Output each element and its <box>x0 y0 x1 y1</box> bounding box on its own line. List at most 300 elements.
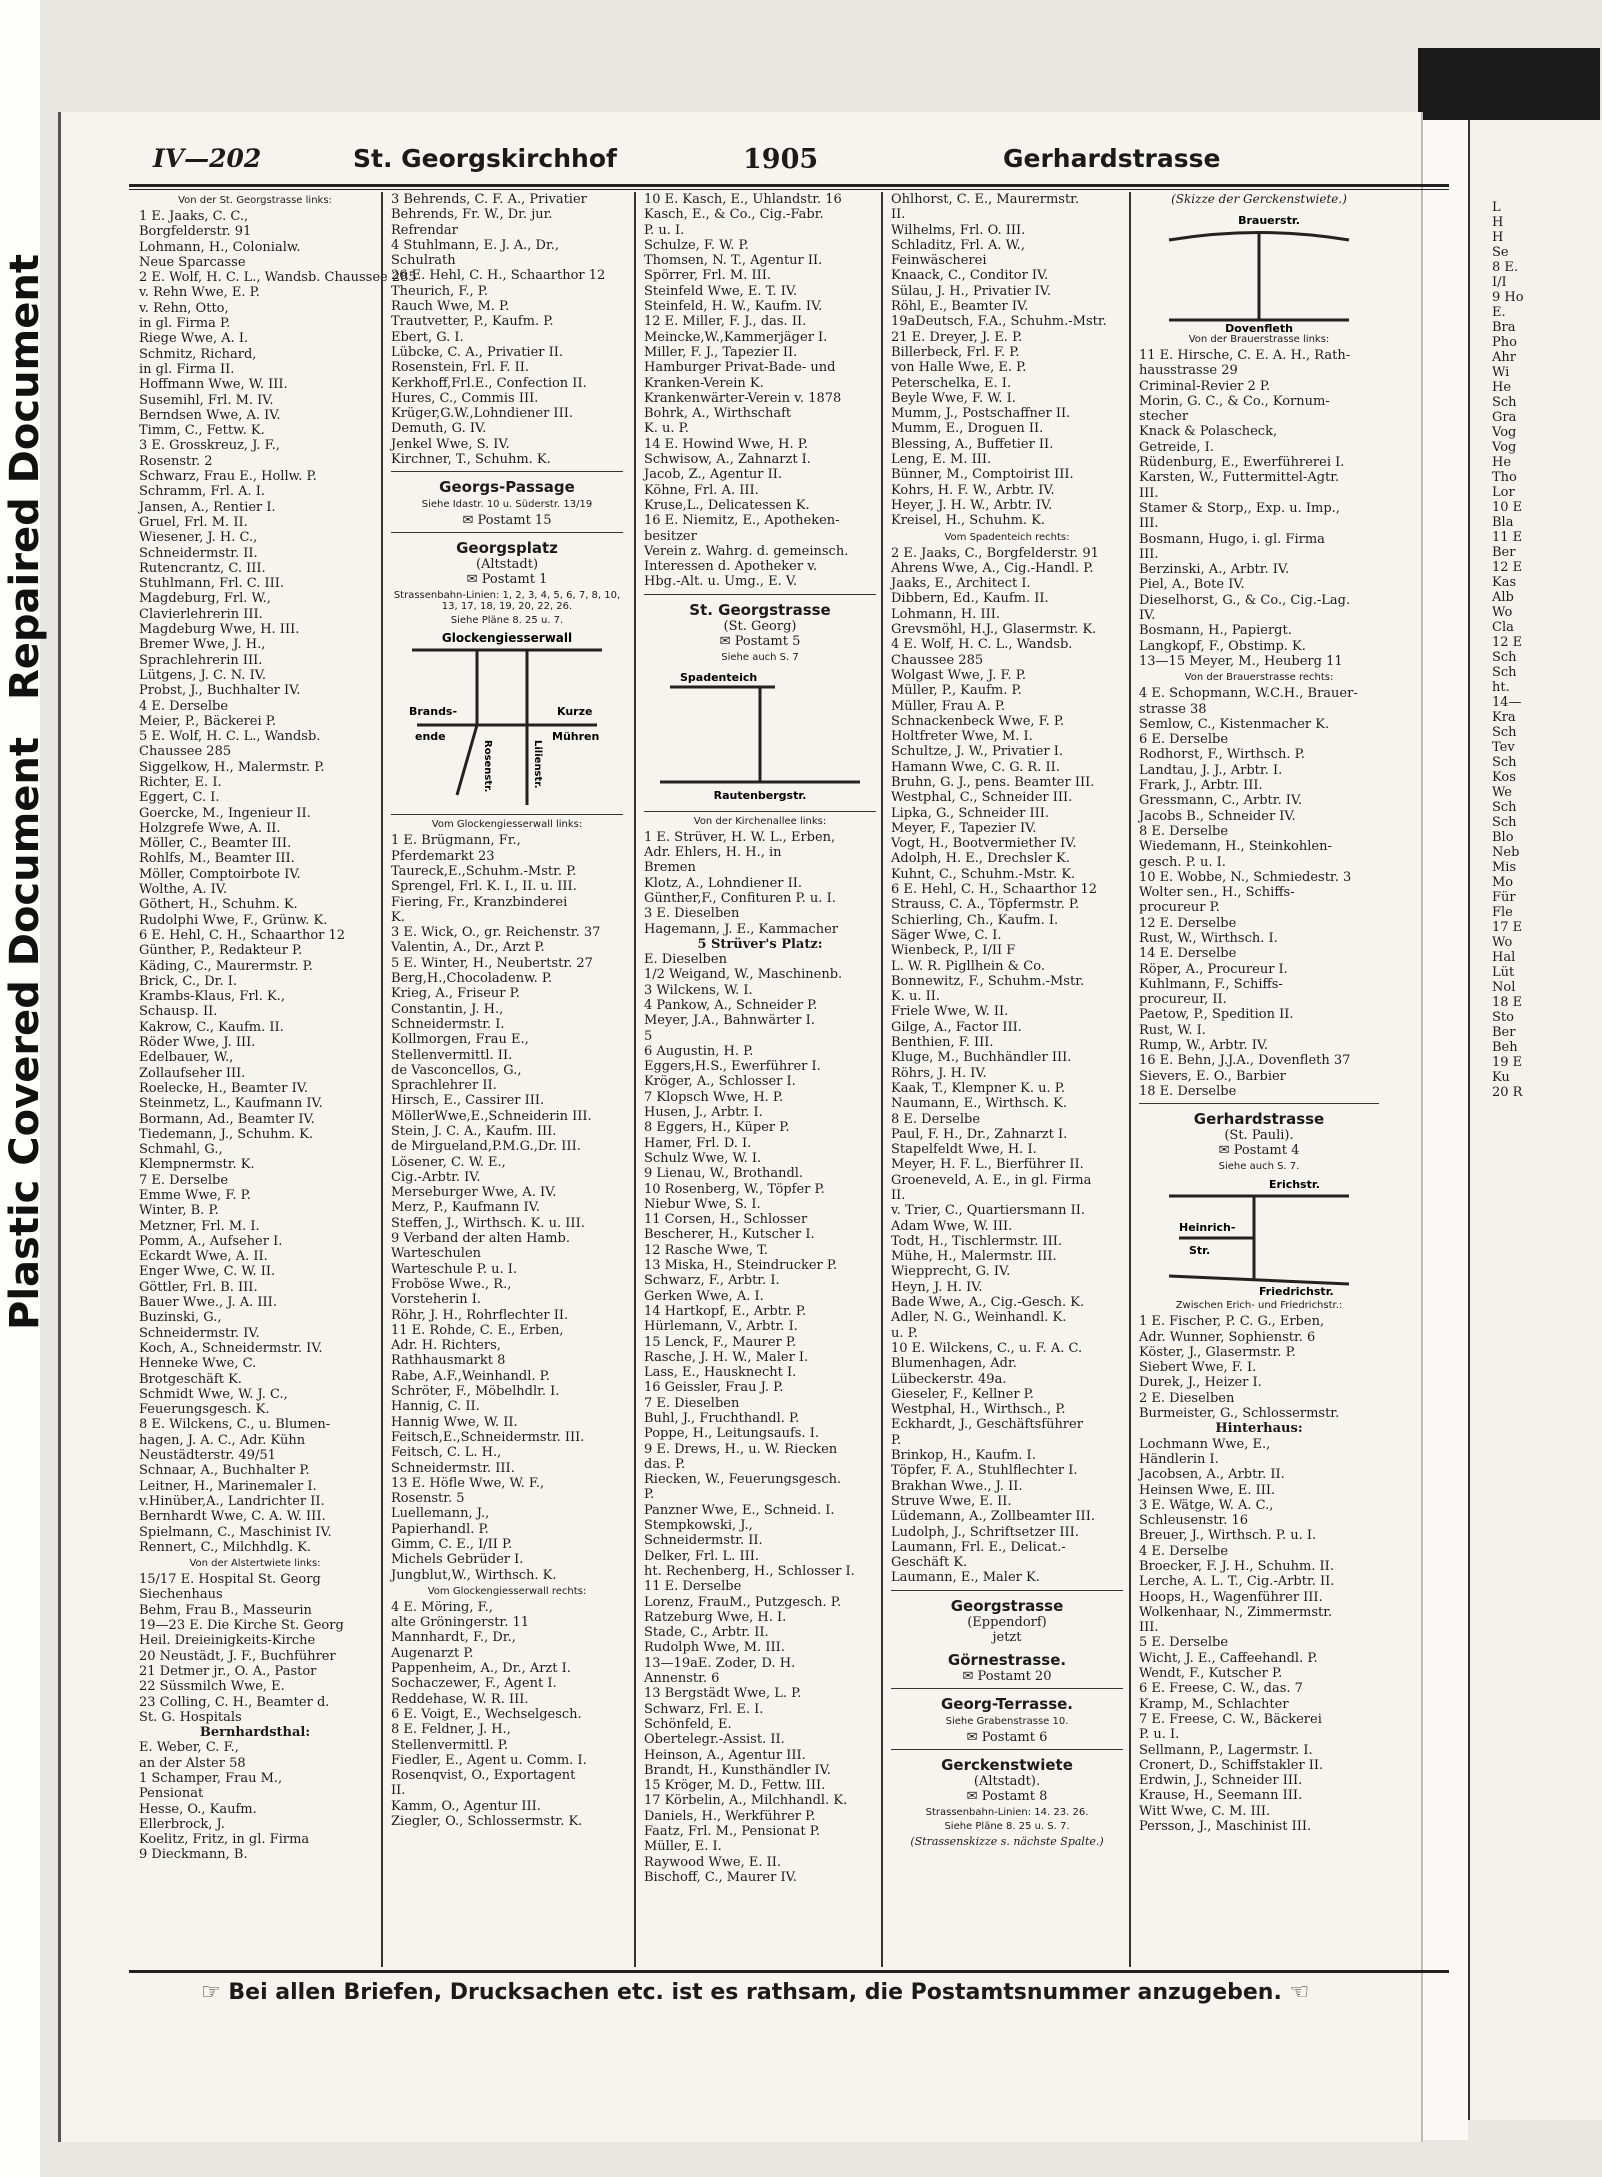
entry-line: besitzer <box>644 528 697 544</box>
next-page-fragment: Hal <box>1492 950 1516 965</box>
entry-line: Berzinski, A., Arbtr. IV. <box>1139 562 1290 578</box>
next-page-fragment: Lüt <box>1492 965 1515 980</box>
entry-line: Papierhandl. P. <box>391 1521 489 1537</box>
entry-line: Valentin, A., Dr., Arzt P. <box>391 940 545 956</box>
entry-line: 1 E. Fischer, P. C. G., Erben, <box>1139 1314 1325 1330</box>
entry-line: Meyer, F., Tapezier IV. <box>891 820 1037 836</box>
gerckenstwiete-plans: Siehe Pläne 8. 25 u. S. 7. <box>944 1820 1070 1832</box>
entry-line: Bauer Wwe., J. A. III. <box>139 1295 277 1311</box>
entry-line: Merz, P., Kaufmann IV. <box>391 1200 540 1216</box>
entry-line: Gruel, Frl. M. II. <box>139 514 248 530</box>
entry-line: 3 E. Dieselben <box>644 906 740 922</box>
next-page-fragment: H <box>1492 215 1504 230</box>
entry-line: Merseburger Wwe, A. IV. <box>391 1185 557 1201</box>
entry-line: 3 E. Wick, O., gr. Reichenstr. 37 <box>391 925 601 941</box>
page-number: IV—202 <box>153 144 262 173</box>
georg-terrasse-title: Georg-Terrasse. <box>940 1694 1073 1713</box>
next-page-fragment: Wo <box>1492 935 1513 950</box>
entry-line: Schulze, F. W. P. <box>644 237 749 253</box>
entry-line: Burmeister, G., Schlossermstr. <box>1139 1406 1340 1422</box>
entry-line: Krüger,G.W.,Lohndiener III. <box>391 406 573 422</box>
entry-line: Blumenhagen, Adr. <box>891 1356 1017 1372</box>
entry-line: 10 E. Kasch, E., Uhlandstr. 16 <box>644 192 842 207</box>
entry-line: Edelbauer, W., <box>139 1050 234 1066</box>
next-page-fragment: He <box>1492 455 1512 470</box>
entry-line: Feinwäscherei <box>891 253 987 269</box>
entry-line: 8 E. Feldner, J. H., <box>391 1722 511 1738</box>
entry-line: L. W. R. Pigllhein & Co. <box>891 958 1045 974</box>
entry-line: Landtau, J. J., Arbtr. I. <box>1139 762 1283 778</box>
column-2 <box>391 192 623 1967</box>
entry-line: Paetow, P., Spedition II. <box>1139 1007 1294 1023</box>
entry-line: Enger Wwe, C. W. II. <box>139 1264 276 1280</box>
entry-line: Meyer, J.A., Bahnwärter I. <box>644 1013 815 1029</box>
entry-line: Zollaufseher III. <box>139 1065 246 1081</box>
entry-line: Husen, J., Arbtr. I. <box>644 1105 763 1121</box>
entry-line: v.Hinüber,A., Landrichter II. <box>139 1493 325 1509</box>
entry-line: 6 E. Hehl, C. H., Schaarthor 12 <box>891 882 1098 898</box>
entry-line: Töpfer, F. A., Stuhlflechter I. <box>891 1463 1078 1479</box>
entry-line: Von der Alstertwiete links: <box>189 1558 321 1570</box>
entry-line: 26 E. Hehl, C. H., Schaarthor 12 <box>391 268 606 284</box>
gerckenstwiete-sketch-title: (Skizze der Gerckenstwiete.) <box>1171 192 1347 206</box>
entry-line: Adam Wwe, W. III. <box>891 1218 1013 1234</box>
entry-line: Brakhan Wwe., J. II. <box>891 1478 1023 1494</box>
entry-line: Müller, Frau A. P. <box>891 698 1006 714</box>
gerhardstrasse-street-map <box>1149 1176 1369 1299</box>
entry-line: Lipka, G., Schneider III. <box>891 805 1050 821</box>
entry-line: Hures, C., Commis III. <box>391 390 539 406</box>
entry-line: Dibbern, Ed., Kaufm. II. <box>891 591 1049 607</box>
entry-line: Müller, E. I. <box>644 1839 722 1855</box>
entry-line: Semlow, C., Kistenmacher K. <box>1139 716 1330 732</box>
entry-line: Röhl, E., Beamter IV. <box>891 299 1029 315</box>
entry-line: Zwischen Erich- und Friedrichstr.: <box>1175 1300 1343 1312</box>
entry-line: K. u. P. <box>644 421 689 437</box>
entry-line: II. <box>391 1783 406 1799</box>
entry-line: 4 E. Derselbe <box>139 698 229 714</box>
entry-line: Klempnermstr. K. <box>139 1157 255 1173</box>
entry-line: Bescherer, H., Kutscher I. <box>644 1227 815 1243</box>
entry-line: P. u. I. <box>1139 1727 1180 1743</box>
entry-line: Rosenqvist, O., Exportagent <box>391 1768 576 1784</box>
entry-line: Wicht, J. E., Caffeehandl. P. <box>1139 1650 1318 1666</box>
map-label-dovenfleth: Dovenfleth <box>1225 322 1293 335</box>
entry-line: de Mirgueland,P.M.G.,Dr. III. <box>391 1139 581 1155</box>
entry-line: Köster, J., Glasermstr. P. <box>1139 1344 1296 1360</box>
next-page-fragment: Sch <box>1492 725 1517 740</box>
entry-line: Lerche, A. L. T., Cig.-Arbtr. II. <box>1139 1574 1335 1590</box>
entry-line: Heil. Dreieinigkeits-Kirche <box>139 1633 316 1649</box>
entry-line: Stapelfeldt Wwe, H. I. <box>891 1142 1037 1158</box>
entry-line: 11 E. Derselbe <box>644 1579 742 1595</box>
entry-line: Michels Gebrüder I. <box>391 1552 524 1568</box>
entry-line: Schneidermstr. II. <box>644 1533 763 1549</box>
entry-line: Steinfeld Wwe, E. T. IV. <box>644 283 798 299</box>
entry-line: 21 Detmer jr., O. A., Pastor <box>139 1663 317 1679</box>
entry-line: 9 Lienau, W., Brothandl. <box>644 1166 804 1182</box>
entry-line: Ohlhorst, C. E., Maurermstr. <box>891 192 1080 207</box>
next-page-fragment: We <box>1492 785 1512 800</box>
entry-line: Ziegler, O., Schlossermstr. K. <box>391 1814 583 1830</box>
entry-line: Struve Wwe, E. II. <box>891 1493 1012 1509</box>
entry-line: Chaussee 285 <box>891 652 984 668</box>
map-label-heinrich: Heinrich- <box>1179 1221 1236 1235</box>
entry-line: 15 Lenck, F., Maurer P. <box>644 1334 797 1350</box>
entry-line: Brick, C., Dr. I. <box>139 973 237 989</box>
entry-line: Rabe, A.F.,Weinhandl. P. <box>391 1368 550 1384</box>
entry-line: Adolph, H. E., Drechsler K. <box>891 851 1070 867</box>
header-year: 1905 <box>743 144 819 175</box>
gerckenstwiete-title: Gerckenstwiete <box>941 1755 1073 1774</box>
entry-line: Krieg, A., Friseur P. <box>391 986 520 1002</box>
entry-line: gesch. P. u. I. <box>1139 854 1226 870</box>
entry-line: Kirchner, T., Schuhm. K. <box>391 452 551 468</box>
entry-line: Thomsen, N. T., Agentur II. <box>644 253 823 269</box>
next-page-fragment: Neb <box>1492 845 1520 860</box>
entry-line: Kuhnt, C., Schuhm.-Mstr. K. <box>891 866 1076 882</box>
next-page-fragment: Bra <box>1492 320 1516 335</box>
entry-line: Peterschelka, E. I. <box>891 375 1012 391</box>
entry-line: 11 Corsen, H., Schlosser <box>644 1212 808 1228</box>
entry-line: Rudolph Wwe, M. III. <box>644 1640 785 1656</box>
entry-line: 19aDeutsch, F.A., Schuhm.-Mstr. <box>891 314 1107 330</box>
entry-line: Wilhelms, Frl. O. III. <box>891 222 1026 238</box>
entry-line: in gl. Firma II. <box>139 361 235 377</box>
next-page-fragment: Für <box>1492 890 1516 905</box>
section-rule <box>891 1688 1123 1689</box>
entry-line: Hirsch, E., Cassirer III. <box>391 1093 545 1109</box>
entry-line: u. P. <box>891 1325 918 1341</box>
entry-line: Mumm, J., Postschaffner II. <box>891 406 1071 422</box>
map-label-erichstr: Erichstr. <box>1269 1178 1320 1192</box>
entry-line: Bremer Wwe, J. H., <box>139 637 266 653</box>
entry-line: Rohlfs, M., Beamter III. <box>139 851 295 867</box>
entry-line: Lochmann Wwe, E., <box>1139 1436 1271 1452</box>
entry-line: Koelitz, Fritz, in gl. Firma <box>139 1832 310 1848</box>
entry-line: Bade Wwe, A., Cig.-Gesch. K. <box>891 1295 1085 1311</box>
entry-line: Poppe, H., Leitungsaufs. I. <box>644 1426 819 1442</box>
entry-line: Günther,F., Confituren P. u. I. <box>644 890 836 906</box>
entry-line: 11 E. Rohde, C. E., Erben, <box>391 1322 564 1338</box>
entry-line: K. <box>391 909 405 925</box>
entry-line: Karsten, W., Futtermittel-Agtr. <box>1139 470 1340 486</box>
entry-line: K. u. II. <box>891 989 941 1005</box>
entry-line: Brandt, H., Kunsthändler IV. <box>644 1762 831 1778</box>
entry-line: 4 E. Schopmann, W.C.H., Brauer- <box>1139 686 1358 702</box>
entry-line: Cronert, D., Schiffstakler II. <box>1139 1757 1324 1773</box>
entry-line: Schnaar, A., Buchhalter P. <box>139 1463 310 1479</box>
entry-line: Wolkenhaar, N., Zimmermstr. <box>1139 1604 1333 1620</box>
entry-line: 16 Geissler, Frau J. P. <box>644 1380 784 1396</box>
entry-line: Lohmann, H. III. <box>891 606 1001 622</box>
entry-line: Buhl, J., Fruchthandl. P. <box>644 1411 800 1426</box>
entry-line: Feuerungsgesch. K. <box>139 1402 270 1418</box>
entry-line: Pappenheim, A., Dr., Arzt I. <box>391 1661 571 1677</box>
entry-line: Mumm, E., Droguen II. <box>891 421 1044 437</box>
entry-line: Adler, N. G., Weinhandl. K. <box>891 1310 1067 1326</box>
entry-line: procureur, II. <box>1139 992 1227 1008</box>
entry-line: Hamann Wwe, C. G. R. II. <box>891 759 1060 775</box>
entry-line: II. <box>891 207 906 223</box>
georgstrasse-title: Georgstrasse <box>950 1596 1064 1615</box>
map-label-brandsende-b: ende <box>415 730 446 744</box>
entry-line: Sprachlehrer II. <box>391 1078 497 1094</box>
section-rule <box>644 594 876 595</box>
column-1 <box>139 192 417 1967</box>
entry-line: Tiedemann, J., Schuhm. K. <box>139 1126 313 1142</box>
entry-line: Berg,H.,Chocoladenw. P. <box>391 971 553 987</box>
entry-line: 7 E. Freese, C. W., Bäckerei <box>1139 1711 1322 1727</box>
map-label-glockengiesserwall: Glockengiesserwall <box>441 631 573 646</box>
entry-line: 1/2 Weigand, W., Maschinenb. <box>644 967 843 983</box>
entry-line: Benthien, F. III. <box>891 1035 994 1051</box>
entry-line: Daniels, H., Werkführer P. <box>644 1808 816 1824</box>
entry-line: Vorsteherin I. <box>391 1292 482 1308</box>
georgstrasse-new-name: Görnestrasse. <box>947 1650 1067 1669</box>
entry-line: Holzgrefe Wwe, A. II. <box>139 820 281 836</box>
georgsplatz-title: Georgsplatz <box>456 539 558 558</box>
entry-line: Henneke Wwe, C. <box>139 1356 257 1372</box>
entry-line: Getreide, I. <box>1139 439 1214 455</box>
entry-line: Behrends, Fr. W., Dr. jur. <box>391 207 553 223</box>
next-page-fragment: Mo <box>1492 875 1514 890</box>
entry-line: 4 E. Derselbe <box>1139 1543 1229 1559</box>
st-georgstrasse-see: Siehe auch S. 7 <box>721 651 799 663</box>
georgsplatz-street-map <box>397 630 617 810</box>
entry-line: Knaack, C., Conditor IV. <box>891 268 1049 284</box>
entry-line: Stuhlmann, Frl. C. III. <box>139 576 285 592</box>
entry-line: 6 E. Derselbe <box>1139 732 1229 748</box>
section-rule <box>391 532 623 533</box>
entry-line: stecher <box>1139 409 1189 425</box>
next-page-fragment: Ber <box>1492 1025 1516 1040</box>
entry-line: Refrendar <box>391 222 458 238</box>
next-page-fragment: Sch <box>1492 815 1517 830</box>
entry-line: Steinmetz, L., Kaufmann IV. <box>139 1096 323 1112</box>
entry-line: 13—19aE. Zoder, D. H. <box>644 1655 796 1671</box>
section-rule <box>391 471 623 472</box>
next-page-fragment: Sch <box>1492 665 1517 680</box>
entry-line: Ludolph, J., Schriftsetzer III. <box>891 1524 1079 1540</box>
entry-line: 13 E. Höfle Wwe, W. F., <box>391 1475 545 1491</box>
entry-line: Schultze, J. W., Privatier I. <box>891 744 1063 760</box>
entry-line: Bruhn, G. J., pens. Beamter III. <box>891 774 1095 790</box>
entry-line: 20 Neustädt, J. F., Buchführer <box>139 1648 336 1664</box>
entry-line: Siggelkow, H., Malermstr. P. <box>139 759 325 775</box>
pointing-hand-icon: ☞ <box>201 1980 221 2005</box>
entry-line: Rump, W., Arbtr. IV. <box>1139 1038 1269 1054</box>
entry-line: Riecken, W., Feuerungsgesch. <box>644 1472 842 1488</box>
entry-line: Hannig Wwe, W. II. <box>391 1414 518 1430</box>
entry-line: Westphal, H., Wirthsch., P. <box>891 1402 1066 1418</box>
entry-line: 2 E. Dieselben <box>1139 1390 1235 1406</box>
entry-line: Breuer, J., Wirthsch. P. u. I. <box>1139 1528 1317 1544</box>
entry-line: Magdeburg Wwe, H. III. <box>139 622 300 638</box>
entry-line: Durek, J., Heizer I. <box>1139 1375 1262 1391</box>
entry-line: 19—23 E. Die Kirche St. Georg <box>139 1618 344 1634</box>
header-left-street: St. Georgskirchhof <box>353 144 617 173</box>
entry-line: Schnackenbeck Wwe, F. P. <box>891 713 1065 729</box>
entry-line: 3 E. Wätge, W. A. C., <box>1139 1497 1274 1513</box>
gerckenstwiete-postamt: ✉ Postamt 8 <box>966 1788 1048 1804</box>
footer-rule <box>129 1970 1449 1973</box>
entry-line: Warteschule P. u. I. <box>391 1261 518 1277</box>
entry-line: Riege Wwe, A. I. <box>139 331 249 347</box>
entry-line: 1 E. Strüver, H. W. L., Erben, <box>644 829 836 845</box>
entry-line: 6 E. Freese, C. W., das. 7 <box>1139 1681 1303 1697</box>
entry-line: 5 Strüver's Platz: <box>697 936 823 952</box>
entry-line: Feitsch, C. L. H., <box>391 1445 502 1461</box>
entry-line: E. Weber, C. F., <box>139 1740 239 1756</box>
entry-line: Annenstr. 6 <box>644 1671 720 1687</box>
next-page-fragment: 14— <box>1492 695 1522 710</box>
entry-line: Pferdemarkt 23 <box>391 848 495 864</box>
entry-line: an der Alster 58 <box>139 1755 246 1771</box>
entry-line: Lübeckerstr. 49a. <box>891 1371 1007 1387</box>
georgs-passage-postamt: ✉ Postamt 15 <box>462 513 552 529</box>
entry-line: Laumann, E., Maler K. <box>891 1570 1040 1586</box>
entry-line: Piel, A., Bote IV. <box>1139 577 1245 593</box>
entry-line: 17 Körbelin, A., Milchhandl. K. <box>644 1793 848 1809</box>
columns <box>129 192 1449 1967</box>
entry-line: 6 E. Hehl, C. H., Schaarthor 12 <box>139 927 346 943</box>
entry-line: Kamm, O., Agentur III. <box>391 1798 541 1814</box>
entry-line: Krambs-Klaus, Frl. K., <box>139 989 285 1005</box>
entry-line: Fiering, Fr., Kranzbinderei <box>391 894 568 910</box>
entry-line: Brotgeschäft K. <box>139 1371 242 1387</box>
section-rule <box>891 1749 1123 1750</box>
entry-line: Wiesener, J. H. C., <box>139 530 258 546</box>
entry-line: Hürlemann, V., Arbtr. I. <box>644 1319 798 1335</box>
entry-line: Kröger, A., Schlosser I. <box>644 1074 796 1090</box>
entry-line: 8 Eggers, H., Küper P. <box>644 1120 790 1136</box>
entry-line: Gimm, C. E., I/II P. <box>391 1537 513 1552</box>
entry-line: 1 E. Brügmann, Fr., <box>391 833 521 849</box>
entry-line: Eckhardt, J., Geschäftsführer <box>891 1417 1083 1433</box>
entry-line: Magdeburg, Frl. W., <box>139 591 271 607</box>
next-page-fragment: Cla <box>1492 620 1514 635</box>
entry-line: 1 E. Jaaks, C. C., <box>139 209 249 224</box>
entry-line: 16 E. Behn, J.J.A., Dovenfleth 37 <box>1139 1053 1351 1069</box>
entry-line: 18 E. Derselbe <box>1139 1083 1237 1099</box>
entry-line: II. <box>891 1188 906 1203</box>
entry-line: Schneidermstr. IV. <box>139 1325 260 1341</box>
next-page-fragment: 11 E <box>1492 530 1523 545</box>
entry-line: Wolter sen., H., Schiffs- <box>1139 885 1295 901</box>
next-page-fragment: Kos <box>1492 770 1516 785</box>
georgstrasse-jetzt: jetzt <box>992 1629 1022 1645</box>
next-page-fragment: 10 E <box>1492 500 1523 515</box>
header-right-street: Gerhardstrasse <box>1003 144 1221 173</box>
header-rule-thin <box>129 189 1449 190</box>
next-page-fragment: Bla <box>1492 515 1514 530</box>
map-label-kurze: Kurze <box>557 705 593 719</box>
entry-line: 12 E. Derselbe <box>1139 915 1237 931</box>
entry-line: Von der St. Georgstrasse links: <box>178 195 332 206</box>
entry-line: Timm, C., Fettw. K. <box>139 423 265 439</box>
georg-terrasse-postamt: ✉ Postamt 6 <box>966 1729 1048 1745</box>
next-page-fragment: Alb <box>1492 590 1514 605</box>
entry-line: 1 Schamper, Frau M., <box>139 1770 283 1786</box>
column-4 <box>891 192 1123 1967</box>
entry-line: Stamer & Storp,, Exp. u. Imp., <box>1139 500 1340 516</box>
entry-line: Grevsmöhl, H.J., Glasermstr. K. <box>891 622 1097 638</box>
entry-line: Friele Wwe, W. II. <box>891 1004 1009 1020</box>
entry-line: Steffen, J., Wirthsch. K. u. III. <box>391 1215 585 1231</box>
st-georgstrasse-postamt: ✉ Postamt 5 <box>719 633 801 649</box>
next-page-fragment: Vog <box>1492 425 1517 440</box>
entry-line: Kramp, M., Schlachter <box>1139 1696 1289 1712</box>
entry-line: Sievers, E. O., Barbier <box>1139 1068 1286 1084</box>
entry-line: Wiepprecht, G. IV. <box>891 1264 1011 1280</box>
entry-line: Vom Glockengiesserwall links: <box>431 819 583 831</box>
next-page-fragment: Wi <box>1492 365 1510 380</box>
entry-line: in gl. Firma P. <box>139 316 231 332</box>
next-page-fragment: Sch <box>1492 395 1517 410</box>
footer-notice: ☞ Bei allen Briefen, Drucksachen etc. ist es rathsam, die Postamtsnummer anzugeben. ☜ <box>201 1980 1310 2005</box>
entry-line: Kluge, M., Buchhändler III. <box>891 1050 1072 1066</box>
entry-line: 4 E. Wolf, H. C. L., Wandsb. <box>891 637 1073 653</box>
gerckenstwiete-lines: Strassenbahn-Linien: 14. 23. 26. <box>925 1806 1089 1818</box>
georgstrasse-district: (Eppendorf) <box>967 1614 1047 1630</box>
entry-line: Laumann, Frl. E., Delicat.- <box>891 1539 1066 1555</box>
next-page-fragment: Ber <box>1492 545 1516 560</box>
entry-line: Vogt, H., Bootvermiether IV. <box>891 836 1077 852</box>
entry-line: Vom Spadenteich rechts: <box>944 531 1070 543</box>
gerckenstwiete-sketch <box>1149 210 1369 335</box>
entry-line: Naumann, E., Wirthsch. K. <box>891 1096 1068 1112</box>
entry-line: Adr. Wunner, Sophienstr. 6 <box>1139 1329 1316 1345</box>
entry-line: Röper, A., Procureur I. <box>1139 961 1288 977</box>
entry-line: Möller, C., Beamter III. <box>139 836 292 852</box>
entry-line: Interessen d. Apotheker v. <box>644 559 818 575</box>
entry-line: Sellmann, P., Lagermstr. I. <box>1139 1742 1313 1758</box>
entry-line: hagen, J. A. C., Adr. Kühn <box>139 1432 306 1448</box>
entry-line: v. Rehn Wwe, E. P. <box>139 285 260 301</box>
entry-line: Behm, Frau B., Masseurin <box>139 1602 312 1618</box>
entry-line: Müller, P., Kaufm. P. <box>891 683 1022 699</box>
entry-line: Bohrk, A., Wirthschaft <box>644 406 792 422</box>
entry-line: III. <box>1139 516 1159 532</box>
section-rule <box>891 1590 1123 1591</box>
entry-line: Wendt, F., Kutscher P. <box>1139 1666 1283 1682</box>
entry-line: Todt, H., Tischlermstr. III. <box>891 1233 1063 1249</box>
next-page-fragment: Vog <box>1492 440 1517 455</box>
entry-line: Miller, F. J., Tapezier II. <box>644 344 798 360</box>
entry-line: Eggert, C. I. <box>139 790 220 806</box>
next-page-fragment: H <box>1492 230 1504 245</box>
entry-line: Faatz, Frl. M., Pensionat P. <box>644 1824 820 1840</box>
entry-line: Kohrs, H. F. W., Arbtr. IV. <box>891 482 1055 498</box>
next-page-fragment: Ahr <box>1492 350 1516 365</box>
entry-line: Gilge, A., Factor III. <box>891 1019 1022 1035</box>
st-georgstrasse-title: St. Georgstrasse <box>689 600 831 619</box>
scan-edge-block <box>1418 48 1600 120</box>
entry-line: Morin, G. C., & Co., Kornum- <box>1139 393 1330 409</box>
entry-line: 5 E. Derselbe <box>1139 1635 1229 1651</box>
entry-line: 8 E. Derselbe <box>891 1111 981 1127</box>
entry-line: Knack & Polascheck, <box>1139 424 1278 440</box>
entry-line: Jacobsen, A., Arbtr. II. <box>1139 1467 1285 1483</box>
map-label-rosenstr: Rosenstr. <box>482 740 493 793</box>
entry-line: Lösener, C. W. E., <box>391 1154 506 1170</box>
entry-line: Lübcke, C. A., Privatier II. <box>391 344 564 360</box>
next-page-fragment: Mis <box>1492 860 1517 875</box>
entry-line: Pensionat <box>139 1786 204 1802</box>
entry-line: 6 Augustin, H. P. <box>644 1043 754 1059</box>
next-page-fragment: 19 E <box>1492 1055 1523 1070</box>
